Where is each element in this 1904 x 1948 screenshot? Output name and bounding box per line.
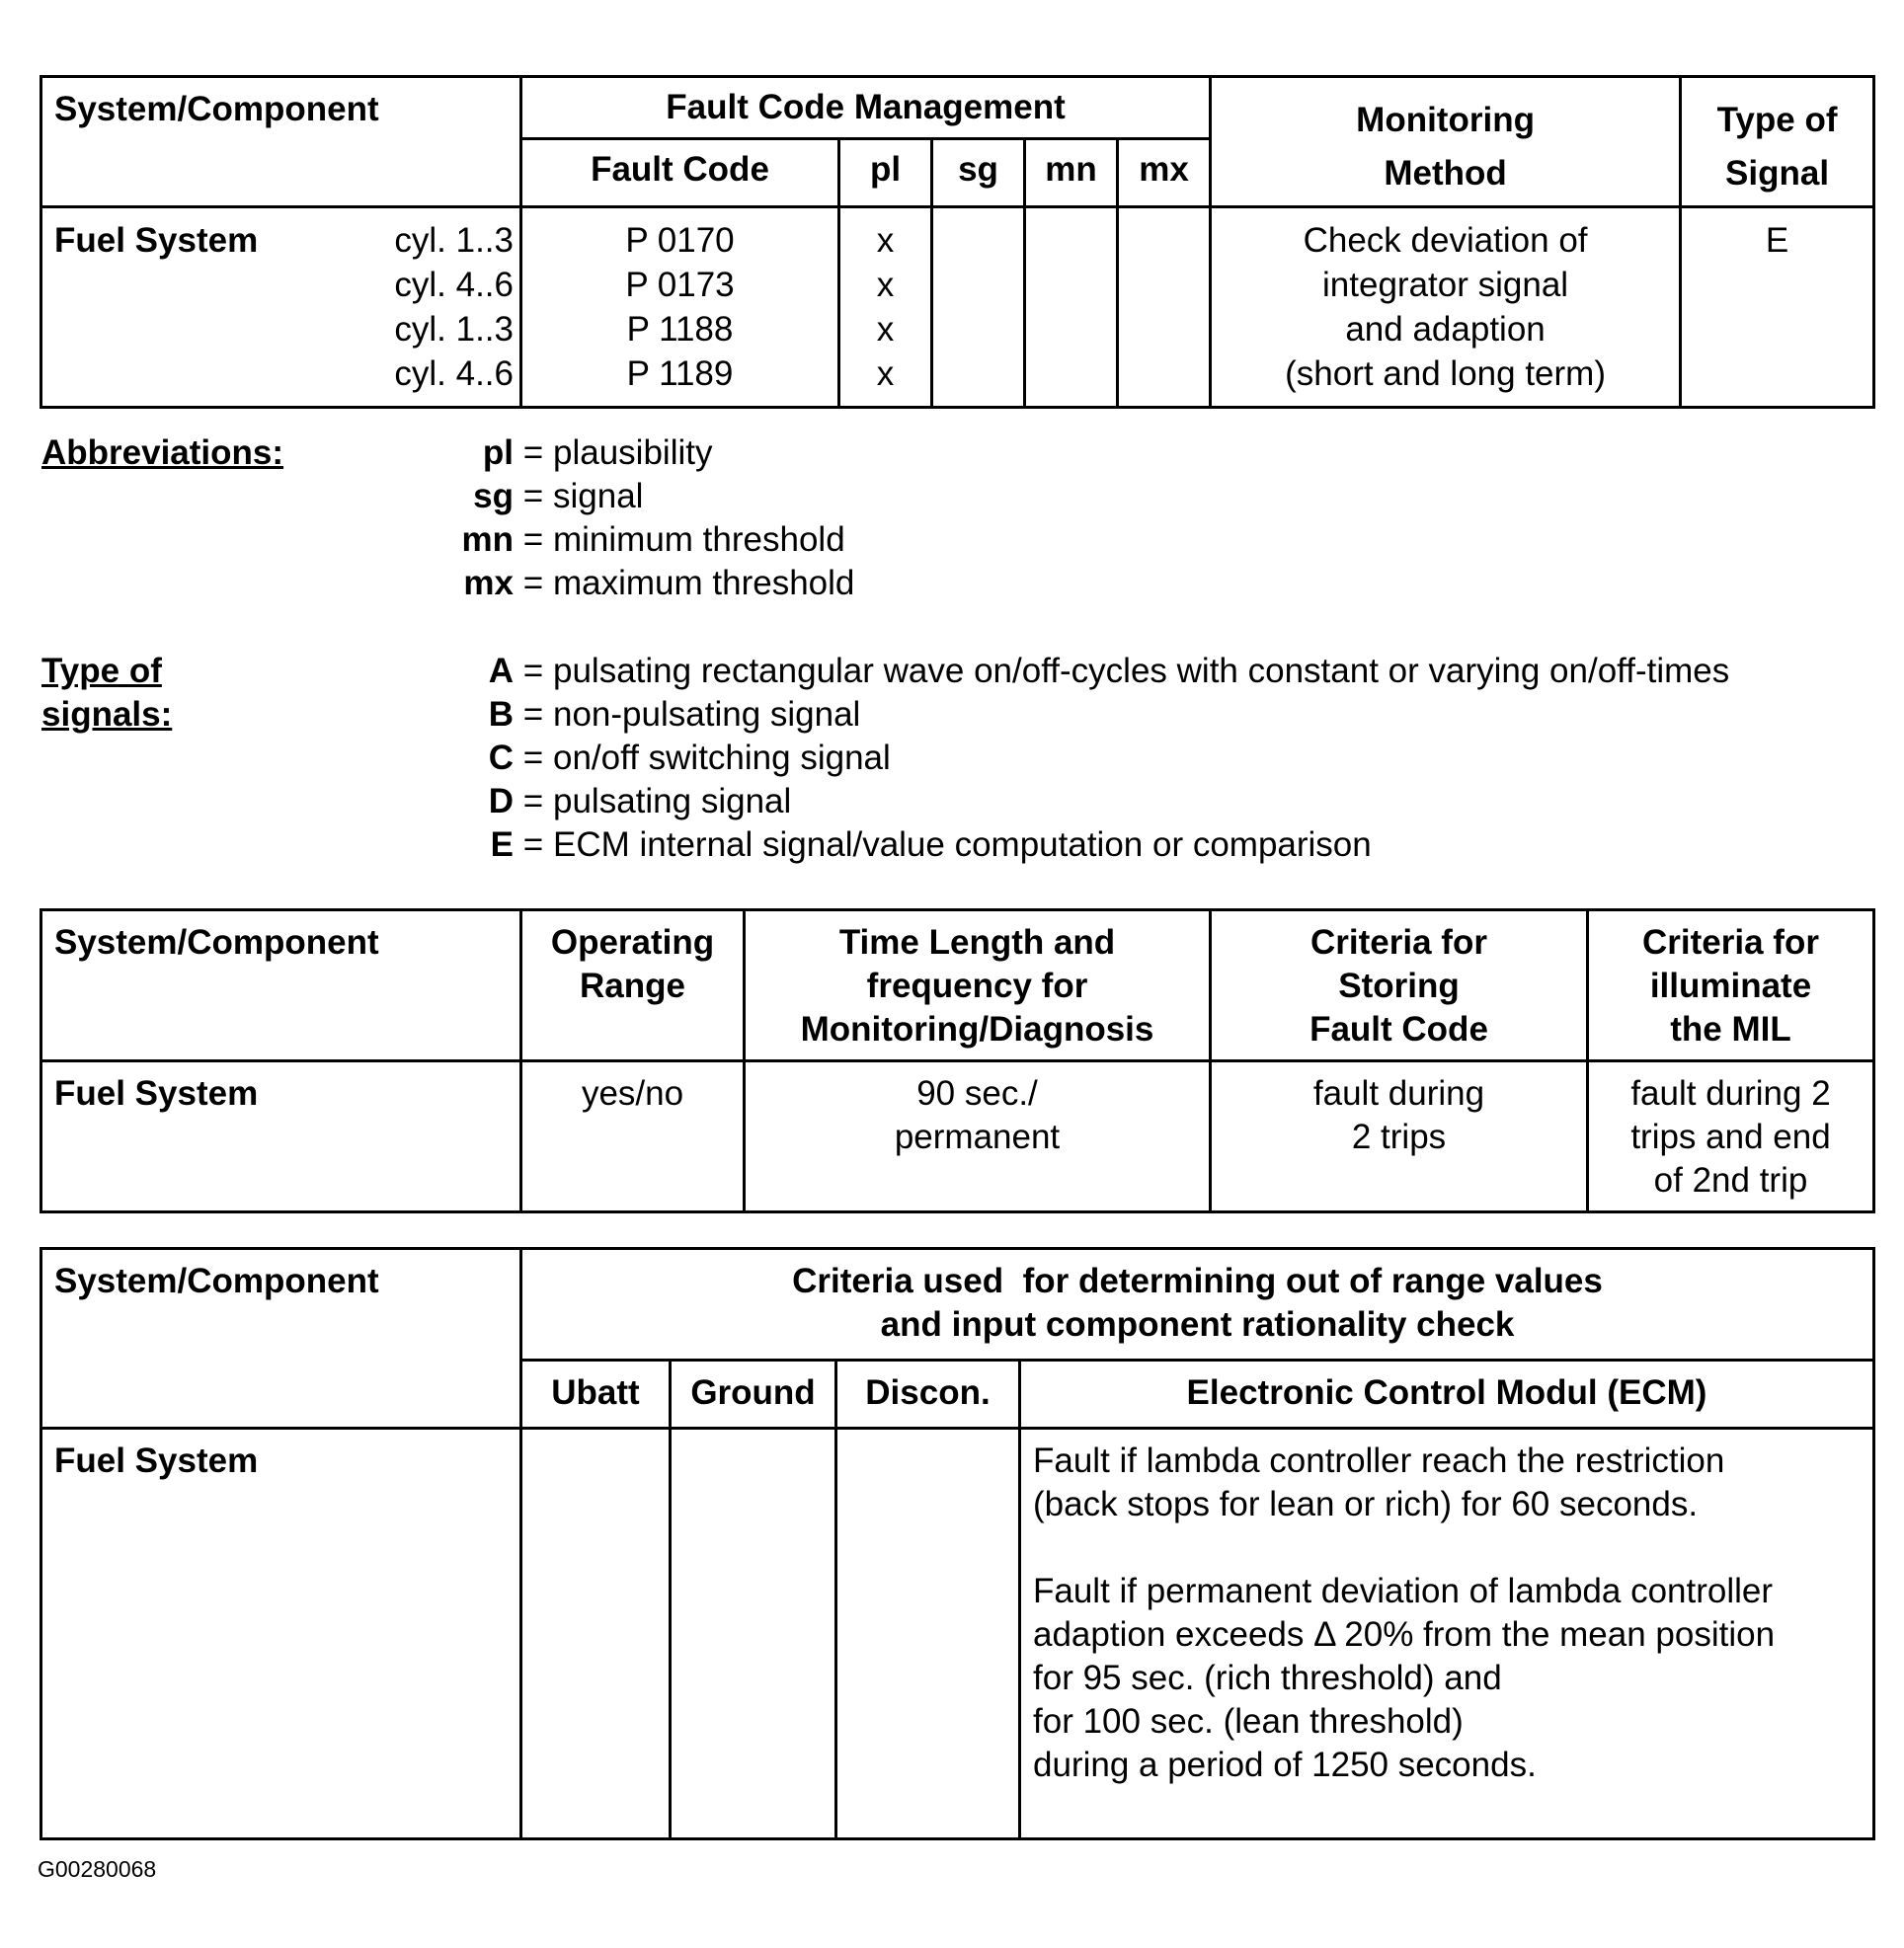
header-type-of-signal: Type of Signal bbox=[1681, 77, 1874, 207]
criteria-mil-value: fault during 2 trips and end of 2nd trip bbox=[1630, 1074, 1831, 1200]
discon-cell bbox=[836, 1429, 1020, 1839]
list-item: D = pulsating signal bbox=[488, 782, 792, 820]
header-sg: sg bbox=[932, 139, 1025, 207]
fault-code: P 1189 bbox=[626, 354, 734, 393]
header-system-component: System/Component bbox=[54, 923, 379, 962]
list-item: A = pulsating rectangular wave on/off-cycles with constant or varying on/off-times bbox=[488, 652, 1730, 690]
method-line: Check deviation of bbox=[1303, 221, 1588, 260]
header-fault-code-management: Fault Code Management bbox=[521, 77, 1211, 139]
ground-cell bbox=[671, 1429, 836, 1839]
abbreviations-heading: Abbreviations: bbox=[41, 433, 284, 472]
system-label: Fuel System bbox=[54, 221, 259, 260]
method-line: (short and long term) bbox=[1285, 354, 1606, 393]
system-label: Fuel System bbox=[54, 1074, 259, 1113]
header-system-component: System/Component bbox=[54, 1262, 379, 1300]
header-fault-code: Fault Code bbox=[521, 139, 839, 207]
header-pl: pl bbox=[839, 139, 932, 207]
header-mx: mx bbox=[1118, 139, 1211, 207]
list-item: pl = plausibility bbox=[482, 433, 713, 472]
list-item: sg = signal bbox=[473, 477, 644, 515]
operating-range-value: yes/no bbox=[581, 1074, 684, 1113]
header-operating-range: Operating Range bbox=[521, 910, 745, 1061]
signal-types-heading: Type of signals: bbox=[41, 652, 173, 734]
rationality-check-table bbox=[40, 1247, 1875, 1840]
method-line: and adaption bbox=[1345, 310, 1546, 349]
list-item: E = ECM internal signal/value computation or comparison bbox=[490, 825, 1372, 864]
header-ground: Ground bbox=[690, 1373, 816, 1412]
fault-code-table bbox=[40, 75, 1875, 409]
header-mn: mn bbox=[1025, 139, 1118, 207]
pl-mark: x bbox=[876, 266, 895, 304]
header-time-length: Time Length and frequency for Monitoring/Diagnosis bbox=[745, 910, 1211, 1061]
list-item: mn = minimum threshold bbox=[461, 520, 845, 559]
fault-code: P 1188 bbox=[626, 310, 734, 349]
cylinder-label: cyl. 4..6 bbox=[394, 266, 514, 304]
ubatt-cell bbox=[521, 1429, 671, 1839]
cylinder-label: cyl. 4..6 bbox=[394, 354, 514, 393]
figure-id: G00280068 bbox=[38, 1856, 157, 1882]
mn-cell bbox=[1025, 207, 1118, 408]
header-criteria-storing: Criteria for Storing Fault Code bbox=[1211, 910, 1588, 1061]
pl-mark: x bbox=[876, 221, 895, 260]
fault-code: P 0170 bbox=[625, 221, 735, 260]
header-system-component: System/Component bbox=[54, 90, 379, 128]
fault-code: P 0173 bbox=[625, 266, 735, 304]
criteria-storing-value: fault during 2 trips bbox=[1312, 1074, 1485, 1156]
header-criteria-used: Criteria used for determining out of range values and input component rationality check bbox=[521, 1249, 1874, 1361]
mx-cell bbox=[1118, 207, 1211, 408]
time-length-value: 90 sec./ permanent bbox=[894, 1074, 1061, 1156]
method-line: integrator signal bbox=[1322, 266, 1569, 304]
ecm-criteria: Fault if lambda controller reach the restriction (back stops for lean or rich) for 60 seconds. Fault if permanent deviation of lambda controller adaption exceeds Δ 20% from the mean position for 95 sec. (rich threshold) and for 100 sec. (lean threshold) during a period of 1250 seconds. bbox=[1033, 1442, 1776, 1784]
header-criteria-mil: Criteria for illuminate the MIL bbox=[1588, 910, 1874, 1061]
monitoring-criteria-table bbox=[40, 908, 1875, 1213]
signal-type: E bbox=[1765, 221, 1789, 260]
sg-cell bbox=[932, 207, 1025, 408]
header-ubatt: Ubatt bbox=[551, 1373, 640, 1412]
header-discon: Discon. bbox=[865, 1373, 991, 1412]
table-row bbox=[41, 207, 1874, 408]
list-item: mx = maximum threshold bbox=[463, 564, 855, 602]
cylinder-label: cyl. 1..3 bbox=[394, 310, 514, 349]
list-item: C = on/off switching signal bbox=[488, 739, 891, 777]
table-row bbox=[41, 1429, 1874, 1839]
pl-mark: x bbox=[876, 354, 895, 393]
system-label: Fuel System bbox=[54, 1442, 259, 1480]
header-ecm: Electronic Control Modul (ECM) bbox=[1186, 1373, 1707, 1412]
list-item: B = non-pulsating signal bbox=[488, 695, 861, 734]
pl-mark: x bbox=[876, 310, 895, 349]
cylinder-label: cyl. 1..3 bbox=[394, 221, 514, 260]
header-monitoring-method: Monitoring Method bbox=[1211, 77, 1681, 207]
table-row bbox=[41, 1061, 1874, 1212]
